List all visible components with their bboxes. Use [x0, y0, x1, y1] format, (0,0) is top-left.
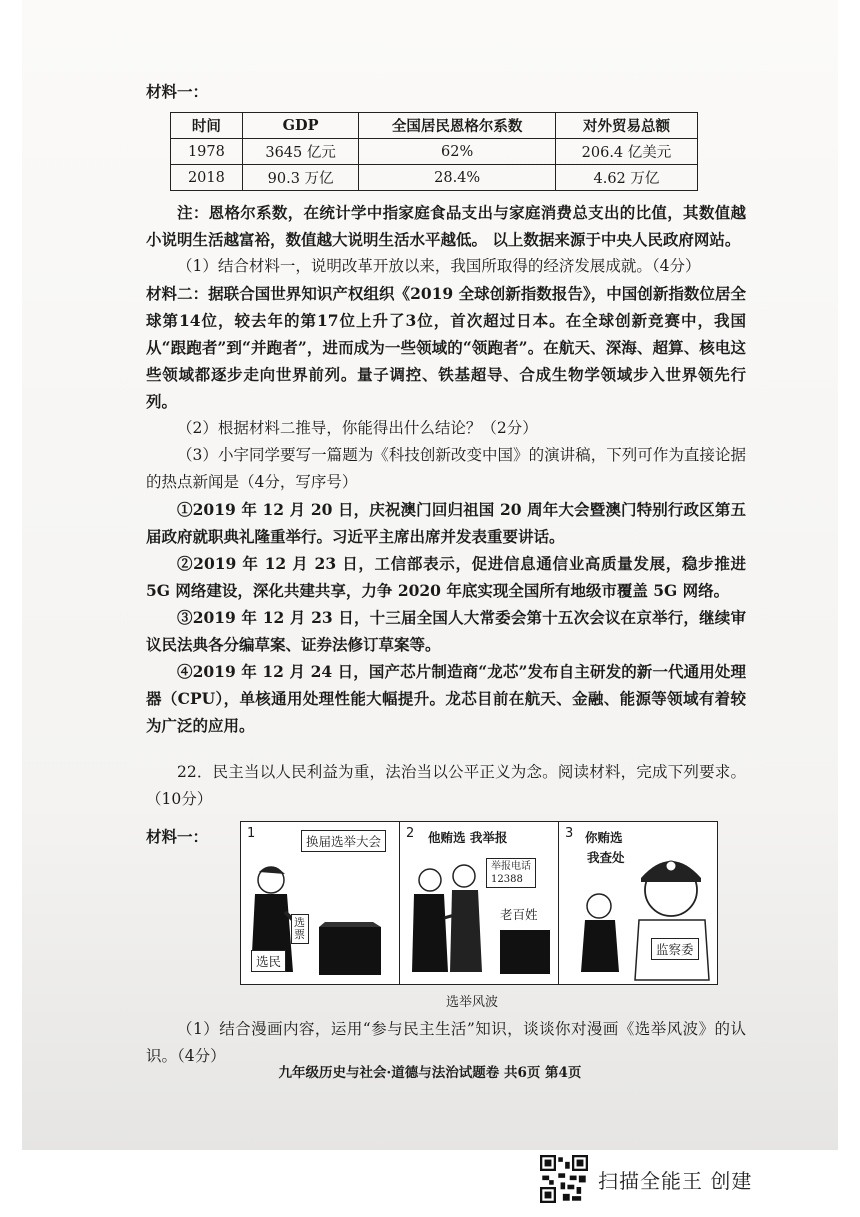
- table-cell: 3645 亿元: [242, 139, 359, 165]
- report-speech: 他贿选 我举报: [428, 830, 508, 845]
- table-cell: 4.62 万亿: [555, 165, 697, 191]
- page-footer: 九年级历史与社会·道德与法治试题卷 共6页 第4页: [278, 1065, 582, 1081]
- material1-label: 材料一：: [146, 82, 209, 101]
- panel-number: 3: [565, 826, 574, 841]
- comic-strip: [240, 821, 718, 985]
- news-item-2: ②2019 年 12 月 23 日，工信部表示，促进信息通信业高质量发展，稳步推进 5G 网络建设，深化共建共享，力争 2020 年底实现全国所有地级市覆盖 5G 网络。: [146, 554, 746, 600]
- investigate-speech: 我查处: [587, 850, 625, 865]
- hotline-label: 举报电话: [491, 861, 531, 872]
- qr-code-icon: [540, 1155, 588, 1203]
- news-item-3: ③2019 年 12 月 23 日，十三届全国人大常委会第十五次会议在京举行，继续审议民法典各分编草案、证券法修订草案等。: [146, 608, 746, 654]
- table-header: 对外贸易总额: [555, 113, 697, 139]
- scanner-text: 扫描全能王 创建: [598, 1168, 753, 1193]
- supervision-label: 监察委: [651, 938, 699, 960]
- voter-label: 选民: [251, 950, 286, 972]
- page-content: [146, 80, 746, 1070]
- question-22-1: （1）结合漫画内容，运用“参与民主生活”知识，谈谈你对漫画《选举风波》的认识。（4分）: [146, 1020, 746, 1065]
- scanner-watermark: [540, 1155, 752, 1203]
- bribery-speech: 你贿选: [585, 830, 623, 845]
- comic-panel-2: [400, 822, 559, 984]
- table-header: 时间: [171, 113, 243, 139]
- question-2: （2）根据材料二推导，你能得出什么结论？（2分）: [177, 419, 538, 437]
- question-3: （3）小宇同学要写一篇题为《科技创新改变中国》的演讲稿，下列可作为直接论据的热点新闻是（4分，写序号）: [146, 446, 746, 491]
- table-row: [171, 165, 698, 191]
- table-row: [171, 139, 698, 165]
- table-cell: 2018: [171, 165, 243, 191]
- table-cell: 28.4%: [359, 165, 556, 191]
- comic-panel-3: [559, 822, 717, 984]
- panel-number: 2: [406, 826, 415, 841]
- material2-text: 材料二：据联合国世界知识产权组织《2019 全球创新指数报告》，中国创新指数位居全球第14位，较去年的第17位上升了3位，首次超过日本。在全球创新竞赛中，我国从“跟跑者”到“并跑者”，进而成为一些领域的“领跑者”。在航天、深海、超算、核电这些领域都逐步走向世界前列。量子调控、铁基超导、合成生物学领域步入世界领先行列。: [146, 284, 746, 411]
- table-header: 全国居民恩格尔系数: [359, 113, 556, 139]
- question-22-intro: 22．民主当以人民利益为重，法治当以公平正义为念。阅读材料，完成下列要求。（10分）: [146, 763, 746, 808]
- bribery-illustration: [400, 822, 558, 984]
- report-hotline: [486, 858, 536, 888]
- data-table: [170, 112, 698, 191]
- comic-caption: 选举风波: [446, 995, 499, 1010]
- news-item-1: ①2019 年 12 月 20 日，庆祝澳门回归祖国 20 周年大会暨澳门特别行政区第五届政府就职典礼隆重举行。习近平主席出席并发表重要讲话。: [146, 500, 746, 546]
- comic-panel-1: [241, 822, 400, 984]
- table-header: GDP: [242, 113, 359, 139]
- table-header-row: [171, 113, 698, 139]
- table-cell: 206.4 亿美元: [555, 139, 697, 165]
- panel-number: 1: [247, 826, 256, 841]
- question-1: （1）结合材料一，说明改革开放以来，我国所取得的经济发展成就。（4分）: [177, 257, 701, 275]
- news-item-4: ④2019 年 12 月 24 日，国产芯片制造商“龙芯”发布自主研发的新一代通用处理器（CPU），单核通用处理性能大幅提升。龙芯目前在航天、金融、能源等领域有着较为广泛的应用。: [146, 662, 746, 735]
- comic-section: [146, 821, 746, 1016]
- table-cell: 1978: [171, 139, 243, 165]
- engel-note: 注：恩格尔系数，在统计学中指家庭食品支出与家庭消费总支出的比值，其数值越小说明生活越富裕，数值越大说明生活水平越低。 以上数据来源于中央人民政府网站。: [146, 203, 746, 249]
- hotline-number: 12388: [491, 874, 523, 885]
- citizen-label: 老百姓: [500, 907, 538, 922]
- material-label: 材料一：: [146, 827, 209, 846]
- table-cell: 62%: [359, 139, 556, 165]
- ballot-label: 选票: [291, 914, 309, 944]
- election-banner: 换届选举大会: [301, 830, 386, 852]
- table-cell: 90.3 万亿: [242, 165, 359, 191]
